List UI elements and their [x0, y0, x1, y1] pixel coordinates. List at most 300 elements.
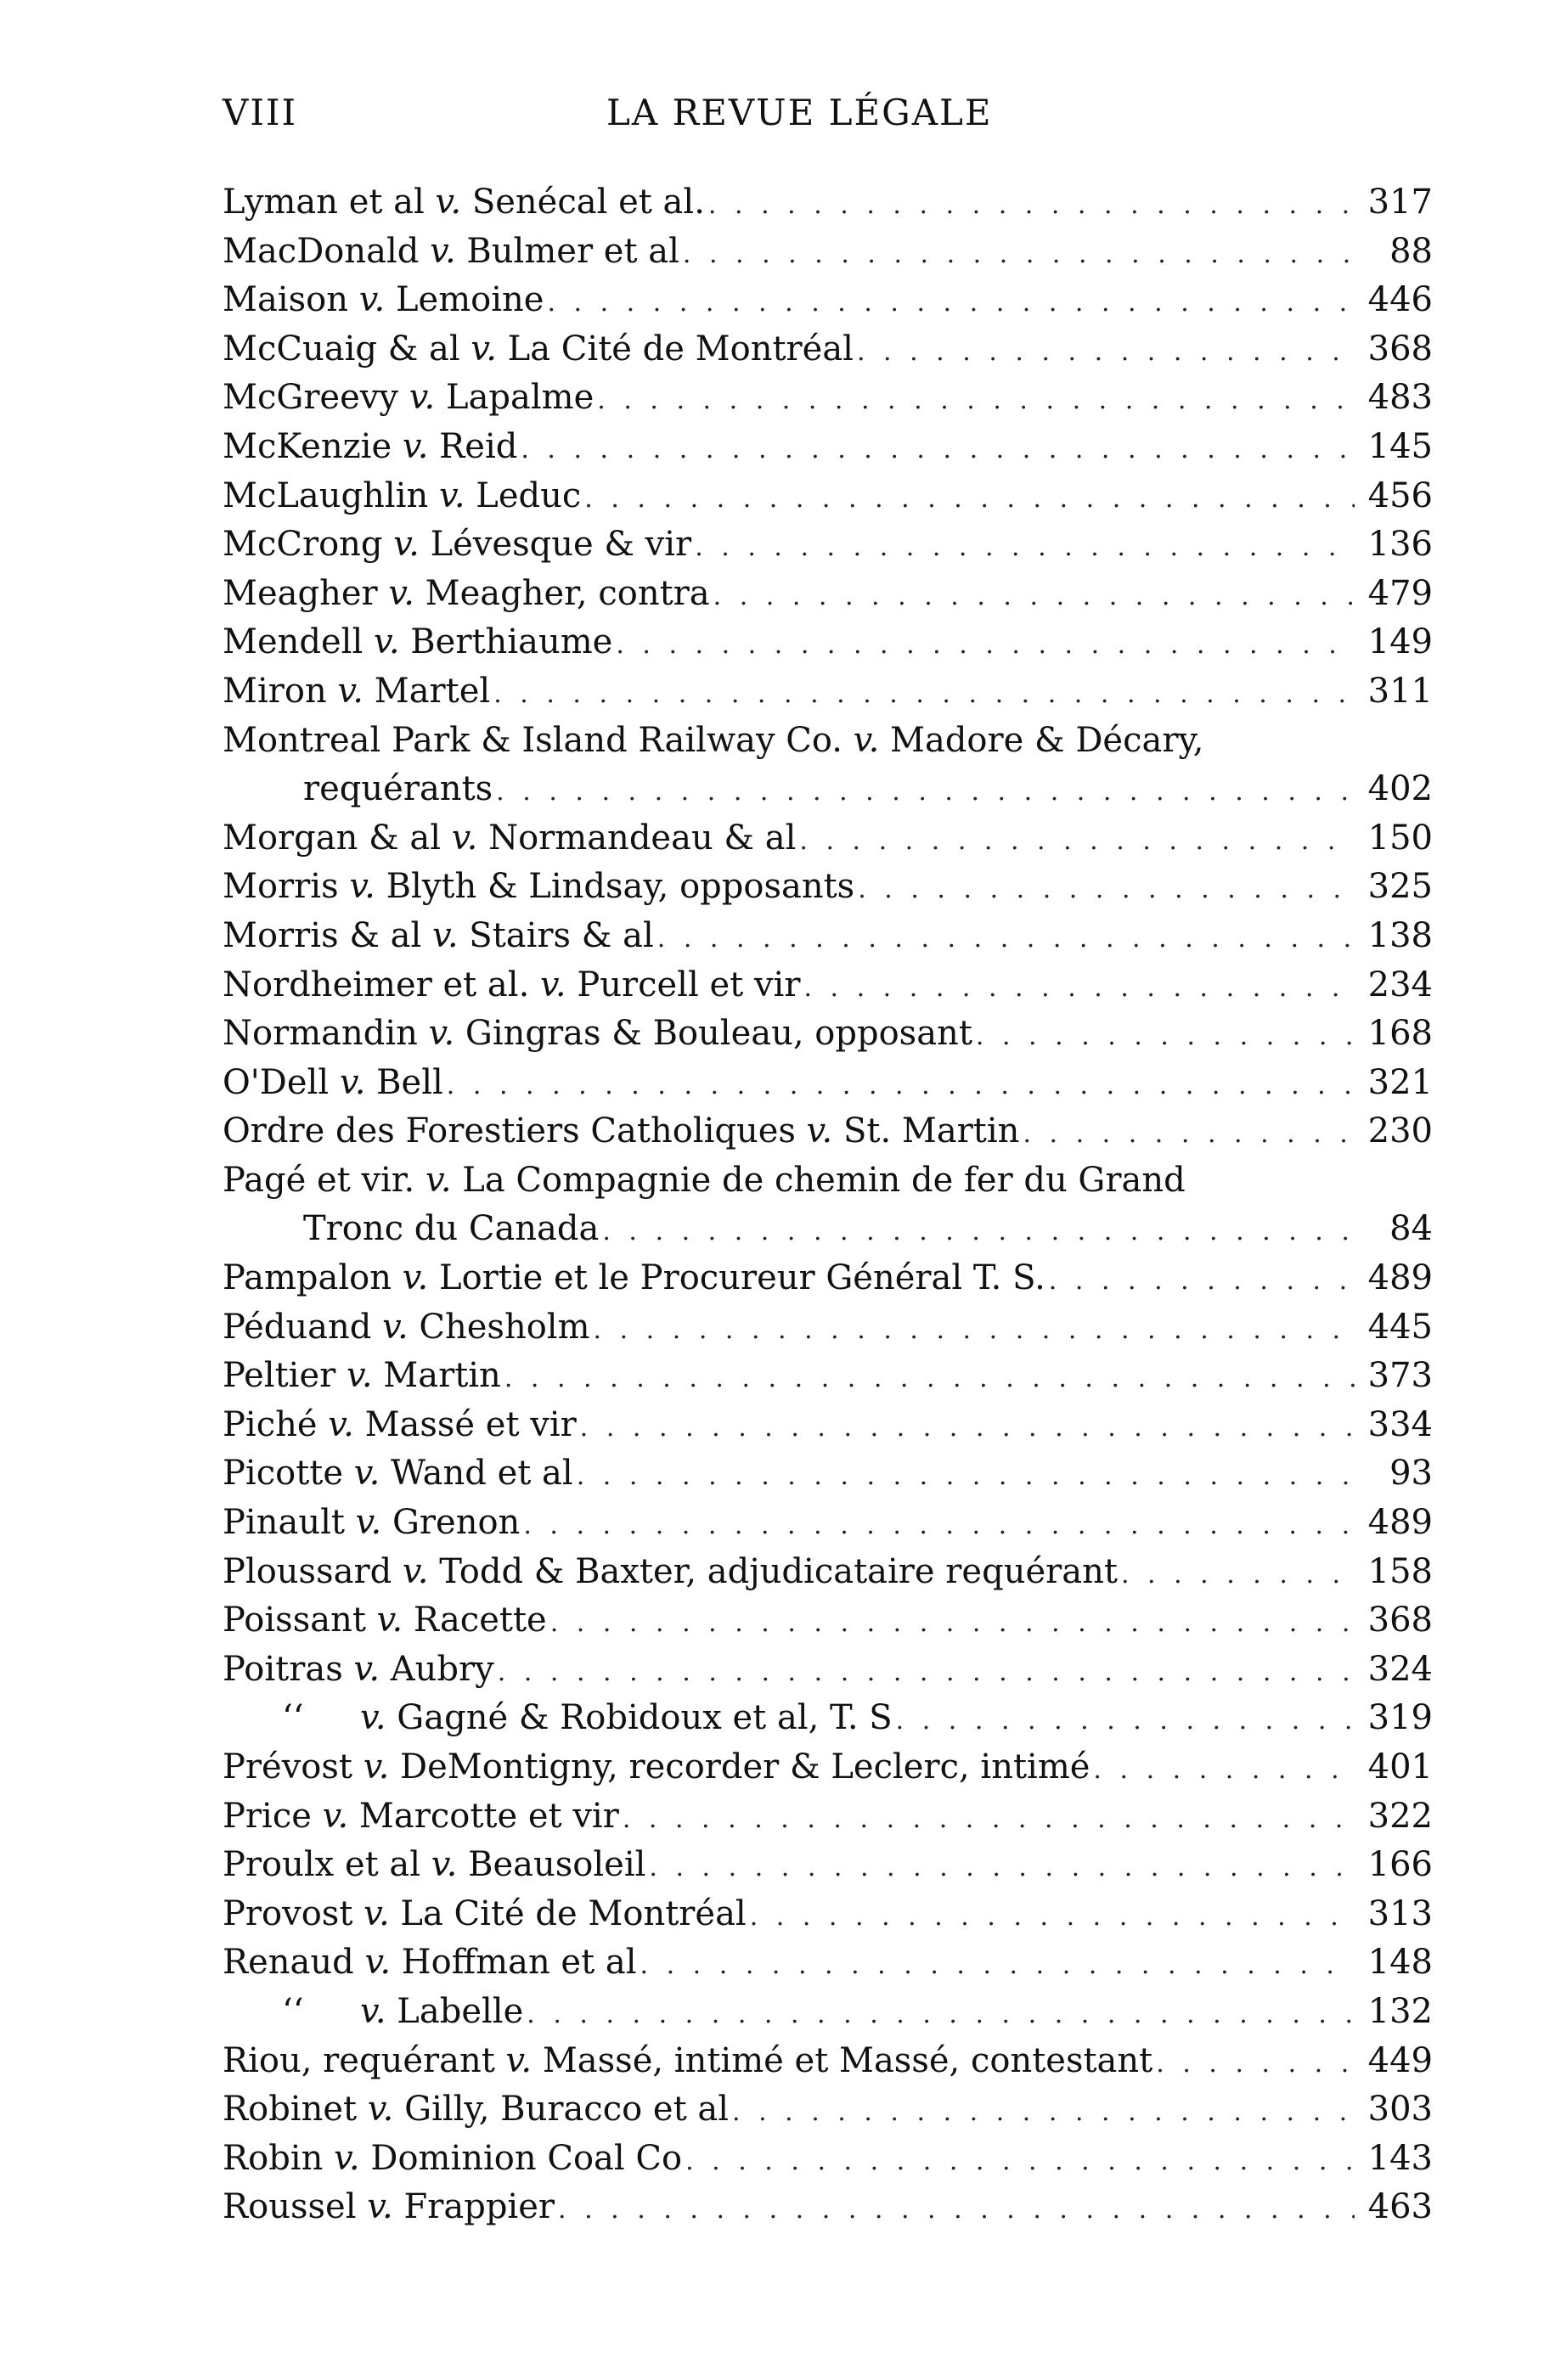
entry-title	[223, 721, 1203, 760]
entry-title	[223, 2037, 1152, 2086]
index-entry	[223, 1596, 1433, 1646]
page-number: 145	[1367, 426, 1433, 466]
party-b: DeMontigny, recorder & Leclerc, intimé	[400, 1747, 1090, 1786]
entry-line	[223, 618, 1433, 667]
entry-line	[223, 178, 1433, 228]
entry-title	[223, 423, 517, 472]
party-b: Stairs & al	[469, 915, 654, 955]
party-b: Frappier	[403, 2187, 555, 2227]
index-entry	[223, 472, 1433, 521]
entry-line	[223, 1254, 1433, 1303]
party-b: Reid	[439, 426, 518, 466]
versus-abbrev: v.	[364, 1943, 392, 1983]
entry-title	[223, 570, 710, 619]
index-entry	[223, 1059, 1433, 1108]
dot-leader	[683, 230, 1355, 279]
dot-leader	[447, 1061, 1355, 1111]
party-a: McGreevy	[223, 378, 398, 418]
dot-leader	[498, 1648, 1355, 1697]
page-number: 317	[1367, 183, 1433, 222]
page-number: 324	[1367, 1649, 1433, 1689]
entry-title	[223, 2135, 682, 2184]
party-b: Labelle	[397, 1991, 524, 2031]
entry-line	[223, 520, 1433, 570]
entry-title	[223, 1548, 1118, 1597]
versus-abbrev: v.	[425, 1160, 452, 1200]
page-number: 166	[1367, 1845, 1433, 1885]
party-a: Robin	[223, 2138, 324, 2178]
versus-abbrev: v.	[337, 671, 364, 711]
party-b: Massé, intimé et Massé, contestant	[542, 2040, 1153, 2080]
versus-abbrev: v.	[355, 1503, 382, 1543]
party-b: Dominion Coal Co	[370, 2138, 683, 2178]
entry-first-line	[223, 717, 1433, 766]
party-b: Berthiaume	[410, 622, 613, 662]
page-number: 319	[1367, 1698, 1433, 1738]
page-number: 149	[1367, 622, 1433, 662]
party-a: Picotte	[223, 1454, 344, 1494]
dot-leader	[657, 914, 1355, 964]
running-title: LA REVUE LÉGALE	[606, 92, 993, 133]
versus-abbrev: v.	[367, 2090, 394, 2130]
index-entry	[223, 1988, 1433, 2037]
party-a: O'Dell	[223, 1062, 330, 1102]
page-number: 322	[1367, 1796, 1433, 1836]
dot-leader	[695, 523, 1355, 572]
entry-title	[223, 1743, 1090, 1792]
entry-title	[223, 863, 854, 912]
party-b: Blyth & Lindsay, opposants	[386, 867, 855, 907]
dot-leader	[708, 181, 1355, 230]
versus-abbrev: v.	[393, 525, 420, 565]
index-entry	[223, 961, 1433, 1010]
entry-line	[223, 961, 1433, 1010]
dot-leader	[640, 1941, 1355, 1990]
page-number: 479	[1367, 573, 1433, 613]
index-entry	[223, 2183, 1433, 2232]
page-number: 132	[1367, 1991, 1433, 2031]
versus-abbrev: v.	[360, 1698, 386, 1738]
entry-line	[223, 276, 1433, 325]
party-b: Lapalme	[446, 378, 595, 418]
page-number: 368	[1367, 329, 1433, 369]
party-b: Martin	[383, 1356, 501, 1396]
versus-abbrev: v.	[353, 1649, 380, 1689]
index-entry	[223, 1890, 1433, 1939]
party-b: Lemoine	[395, 280, 544, 320]
index-entry	[223, 667, 1433, 717]
party-b: Martel	[374, 671, 491, 711]
index-entry	[223, 1107, 1433, 1156]
entry-title	[223, 1938, 637, 1988]
versus-abbrev: v.	[540, 965, 566, 1004]
entry-line	[223, 765, 1433, 814]
entry-line	[223, 863, 1433, 912]
party-b: Lévesque & vir	[430, 525, 692, 565]
versus-abbrev: v.	[363, 1893, 390, 1933]
entry-line	[223, 1303, 1433, 1353]
entry-line	[223, 1010, 1433, 1059]
entry-title	[223, 374, 594, 423]
dot-leader	[1023, 1110, 1355, 1159]
entry-line	[223, 325, 1433, 374]
entry-title	[223, 2183, 555, 2232]
page-number: 303	[1367, 2090, 1433, 2130]
page-number: 136	[1367, 525, 1433, 565]
entry-continuation: Tronc du Canada	[303, 1209, 600, 1249]
entry-line	[223, 1938, 1433, 1988]
dot-leader	[1121, 1550, 1355, 1600]
entry-title	[223, 618, 612, 667]
versus-abbrev: v.	[505, 2040, 533, 2080]
index-entry	[223, 1401, 1433, 1450]
page-header	[223, 92, 1327, 143]
page-number: 84	[1389, 1209, 1433, 1249]
dot-leader	[584, 475, 1355, 524]
versus-abbrev: v.	[339, 1062, 366, 1102]
party-b: La Cité de Montréal	[400, 1893, 747, 1933]
index-entry	[223, 2085, 1433, 2135]
page-number: 449	[1367, 2040, 1433, 2080]
entry-title	[282, 1988, 523, 2037]
party-a: McKenzie	[223, 426, 392, 466]
versus-abbrev: v.	[353, 1454, 380, 1494]
page-number: 150	[1367, 818, 1433, 858]
index-entry	[223, 1548, 1433, 1597]
index-entry	[223, 276, 1433, 325]
entry-line	[223, 1988, 1433, 2037]
entry-line	[223, 1352, 1433, 1401]
entry-line	[223, 570, 1433, 619]
index-entry	[223, 228, 1433, 277]
index-entry	[223, 1841, 1433, 1890]
party-a: Pampalon	[223, 1258, 392, 1298]
dot-leader	[594, 1306, 1355, 1355]
versus-abbrev: v.	[402, 426, 429, 466]
party-b: Lortie et le Procureur Général T. S.	[439, 1258, 1045, 1298]
entry-title	[223, 667, 490, 717]
party-a: Proulx et al	[223, 1845, 421, 1885]
party-b: Bell	[376, 1062, 443, 1102]
party-b: Marcotte et vir	[358, 1796, 619, 1836]
entry-line	[223, 472, 1433, 521]
page-number: 489	[1367, 1503, 1433, 1543]
party-a: Ploussard	[223, 1551, 392, 1591]
index-entry	[223, 2135, 1433, 2184]
party-a: Peltier	[223, 1356, 336, 1396]
party-b: St. Martin	[842, 1111, 1020, 1151]
index-entry	[223, 1646, 1433, 1695]
page-number: 158	[1367, 1551, 1433, 1591]
dot-leader	[550, 1599, 1355, 1648]
versus-abbrev: v.	[471, 329, 497, 369]
party-b: Massé et vir	[364, 1404, 577, 1444]
entry-line	[223, 2037, 1433, 2086]
index-entry	[223, 1743, 1433, 1792]
party-b: Hoffman et al	[401, 1943, 637, 1983]
versus-abbrev: v.	[358, 280, 386, 320]
party-b: Grenon	[392, 1503, 521, 1543]
page-number: 368	[1367, 1601, 1433, 1640]
party-a: Montreal Park & Island Railway Co.	[223, 720, 842, 760]
party-a: Normandin	[223, 1014, 418, 1054]
party-b: Senécal et al.	[471, 183, 705, 222]
entry-title	[223, 1890, 747, 1939]
case-index	[223, 178, 1433, 2232]
entry-line	[223, 1841, 1433, 1890]
index-entry	[223, 1352, 1433, 1401]
entry-title	[223, 1449, 573, 1499]
entry-line	[223, 1743, 1433, 1792]
versus-abbrev: v.	[388, 573, 414, 613]
party-b: Aubry	[390, 1649, 494, 1689]
index-entry	[223, 374, 1433, 423]
page-folio: VIII	[223, 92, 298, 133]
page-number: 311	[1367, 671, 1433, 711]
dot-leader	[616, 621, 1355, 670]
index-entry	[223, 2037, 1433, 2086]
dot-leader	[547, 279, 1355, 328]
index-entry	[223, 814, 1433, 864]
party-b: Todd & Baxter, adjudicataire requérant	[439, 1551, 1118, 1591]
party-b: Normandeau & al	[488, 818, 797, 858]
dot-leader	[713, 572, 1355, 622]
versus-abbrev: v.	[322, 1796, 349, 1836]
entry-title	[223, 961, 800, 1010]
page-number: 402	[1367, 769, 1433, 809]
versus-abbrev: v.	[363, 1747, 390, 1786]
party-a: Roussel	[223, 2187, 357, 2227]
entry-title	[223, 1352, 501, 1401]
dot-leader	[580, 1404, 1355, 1453]
dot-leader	[1049, 1257, 1355, 1306]
party-a: Ordre des Forestiers Catholiques	[223, 1111, 796, 1151]
dot-leader	[623, 1795, 1355, 1844]
entry-line	[223, 228, 1433, 277]
dot-leader	[858, 865, 1355, 914]
index-entry	[223, 1156, 1433, 1254]
dot-leader	[493, 670, 1355, 719]
entry-title	[223, 1841, 645, 1890]
entry-title	[223, 1107, 1019, 1156]
entry-line	[223, 1646, 1433, 1695]
index-entry	[223, 1254, 1433, 1303]
dot-leader	[750, 1893, 1355, 1942]
party-a: Pagé et vir.	[223, 1160, 415, 1200]
page-number: 93	[1389, 1454, 1433, 1494]
page-number: 456	[1367, 475, 1433, 515]
entry-line	[223, 1890, 1433, 1939]
entry-title	[223, 1010, 972, 1059]
party-b: Purcell et vir	[577, 965, 801, 1004]
entry-line	[223, 2085, 1433, 2135]
dot-leader	[976, 1012, 1355, 1061]
versus-abbrev: v.	[853, 720, 880, 760]
party-b: Madore & Décary,	[890, 720, 1204, 760]
party-a: Pinault	[223, 1503, 345, 1543]
page-number: 463	[1367, 2187, 1433, 2227]
versus-abbrev: v.	[428, 1014, 455, 1054]
ditto-mark: ‘‘	[282, 1991, 304, 2031]
entry-line	[223, 1548, 1433, 1597]
versus-abbrev: v.	[346, 1356, 373, 1396]
index-entry	[223, 325, 1433, 374]
entry-title	[223, 814, 796, 864]
party-a: Prévost	[223, 1747, 352, 1786]
party-a: Meagher	[223, 573, 378, 613]
page-number: 445	[1367, 1307, 1433, 1347]
party-b: Gagné & Robidoux et al, T. S	[397, 1698, 893, 1738]
index-entry	[223, 618, 1433, 667]
entry-line	[223, 2183, 1433, 2232]
dot-leader	[597, 376, 1355, 425]
entry-title	[223, 1059, 443, 1108]
party-a: Robinet	[223, 2090, 358, 2130]
entry-title	[223, 1161, 1186, 1200]
dot-leader	[803, 964, 1355, 1013]
entry-line	[223, 1205, 1433, 1254]
party-b: Chesholm	[419, 1307, 590, 1347]
page-number: 138	[1367, 915, 1433, 955]
entry-title	[223, 276, 544, 325]
party-b: Leduc	[476, 475, 582, 515]
party-b: Gilly, Buracco et al	[404, 2090, 729, 2130]
entry-title	[223, 472, 581, 521]
entry-title	[223, 912, 654, 961]
entry-title	[223, 228, 679, 277]
party-a: Morgan & al	[223, 818, 442, 858]
dot-leader	[799, 817, 1355, 866]
party-a: Péduand	[223, 1307, 372, 1347]
entry-line	[223, 912, 1433, 961]
page-number: 234	[1367, 965, 1433, 1004]
party-a: Poitras	[223, 1649, 343, 1689]
dot-leader	[1093, 1746, 1355, 1795]
party-a: McCuaig & al	[223, 329, 460, 369]
versus-abbrev: v.	[360, 1991, 386, 2031]
entry-title	[282, 1694, 893, 1743]
versus-abbrev: v.	[402, 1551, 429, 1591]
party-a: Morris	[223, 867, 339, 907]
entry-first-line	[223, 1156, 1433, 1206]
page-number: 168	[1367, 1014, 1433, 1054]
party-a: Maison	[223, 280, 348, 320]
entry-line	[223, 374, 1433, 423]
party-a: Poissant	[223, 1601, 366, 1640]
party-a: McCrong	[223, 525, 383, 565]
party-a: Lyman et al	[223, 183, 425, 222]
party-b: La Compagnie de chemin de fer du Grand	[462, 1160, 1186, 1200]
party-a: Miron	[223, 671, 327, 711]
versus-abbrev: v.	[435, 183, 462, 222]
entry-title	[223, 1646, 494, 1695]
entry-line	[223, 1596, 1433, 1646]
page-number: 401	[1367, 1747, 1433, 1786]
index-entry	[223, 1499, 1433, 1548]
page-number: 88	[1389, 231, 1433, 271]
entry-line	[223, 1401, 1433, 1450]
index-entry	[223, 912, 1433, 961]
versus-abbrev: v.	[451, 818, 478, 858]
entry-line	[223, 1449, 1433, 1499]
dot-leader	[685, 2137, 1355, 2186]
dot-leader	[1156, 2040, 1355, 2089]
party-b: Meagher, contra	[425, 573, 710, 613]
versus-abbrev: v.	[367, 2187, 393, 2227]
versus-abbrev: v.	[806, 1111, 833, 1151]
page-number: 334	[1367, 1404, 1433, 1444]
entry-line	[223, 1792, 1433, 1842]
page-number: 148	[1367, 1943, 1433, 1983]
party-a: Renaud	[223, 1943, 354, 1983]
index-entry	[223, 1792, 1433, 1842]
dot-leader	[649, 1843, 1355, 1893]
index-entry	[223, 520, 1433, 570]
party-b: Wand et al	[391, 1454, 573, 1494]
dot-leader	[521, 425, 1355, 475]
index-entry	[223, 178, 1433, 228]
entry-title	[223, 325, 854, 374]
versus-abbrev: v.	[334, 2138, 360, 2178]
party-a: McLaughlin	[223, 475, 429, 515]
dot-leader	[523, 1501, 1355, 1550]
index-entry	[223, 1449, 1433, 1499]
versus-abbrev: v.	[402, 1258, 429, 1298]
versus-abbrev: v.	[431, 1845, 458, 1885]
index-entry	[223, 1938, 1433, 1988]
dot-leader	[732, 2088, 1355, 2137]
page-number: 446	[1367, 280, 1433, 320]
party-a: Provost	[223, 1893, 353, 1933]
party-a: Nordheimer et al.	[223, 965, 530, 1004]
party-b: Racette	[413, 1601, 547, 1640]
dot-leader	[857, 328, 1355, 377]
page-number: 483	[1367, 378, 1433, 418]
entry-line	[223, 1107, 1433, 1156]
entry-line	[223, 423, 1433, 472]
versus-abbrev: v.	[430, 231, 456, 271]
index-entry	[223, 1303, 1433, 1353]
versus-abbrev: v.	[409, 378, 436, 418]
index-entry	[223, 570, 1433, 619]
entry-continuation: requérants	[303, 769, 493, 809]
party-a: Piché	[223, 1404, 318, 1444]
entry-title	[223, 1499, 520, 1548]
index-entry	[223, 1694, 1433, 1743]
entry-title	[223, 1401, 577, 1450]
party-b: Beausoleil	[468, 1845, 646, 1885]
entry-line	[223, 2135, 1433, 2184]
entry-line	[223, 814, 1433, 864]
page-number: 230	[1367, 1111, 1433, 1151]
entry-line	[223, 1499, 1433, 1548]
index-entry	[223, 1010, 1433, 1059]
party-a: MacDonald	[223, 231, 420, 271]
entry-title	[223, 520, 691, 570]
entry-title	[223, 1254, 1045, 1303]
page-number: 489	[1367, 1258, 1433, 1298]
dot-leader	[558, 2186, 1355, 2235]
entry-title	[223, 2085, 729, 2135]
entry-line	[223, 1694, 1433, 1743]
entry-title	[223, 178, 705, 228]
page-number: 313	[1367, 1893, 1433, 1933]
dot-leader	[896, 1696, 1355, 1746]
versus-abbrev: v.	[432, 915, 459, 955]
party-a: Morris & al	[223, 915, 422, 955]
index-entry	[223, 863, 1433, 912]
party-b: La Cité de Montréal	[507, 329, 854, 369]
